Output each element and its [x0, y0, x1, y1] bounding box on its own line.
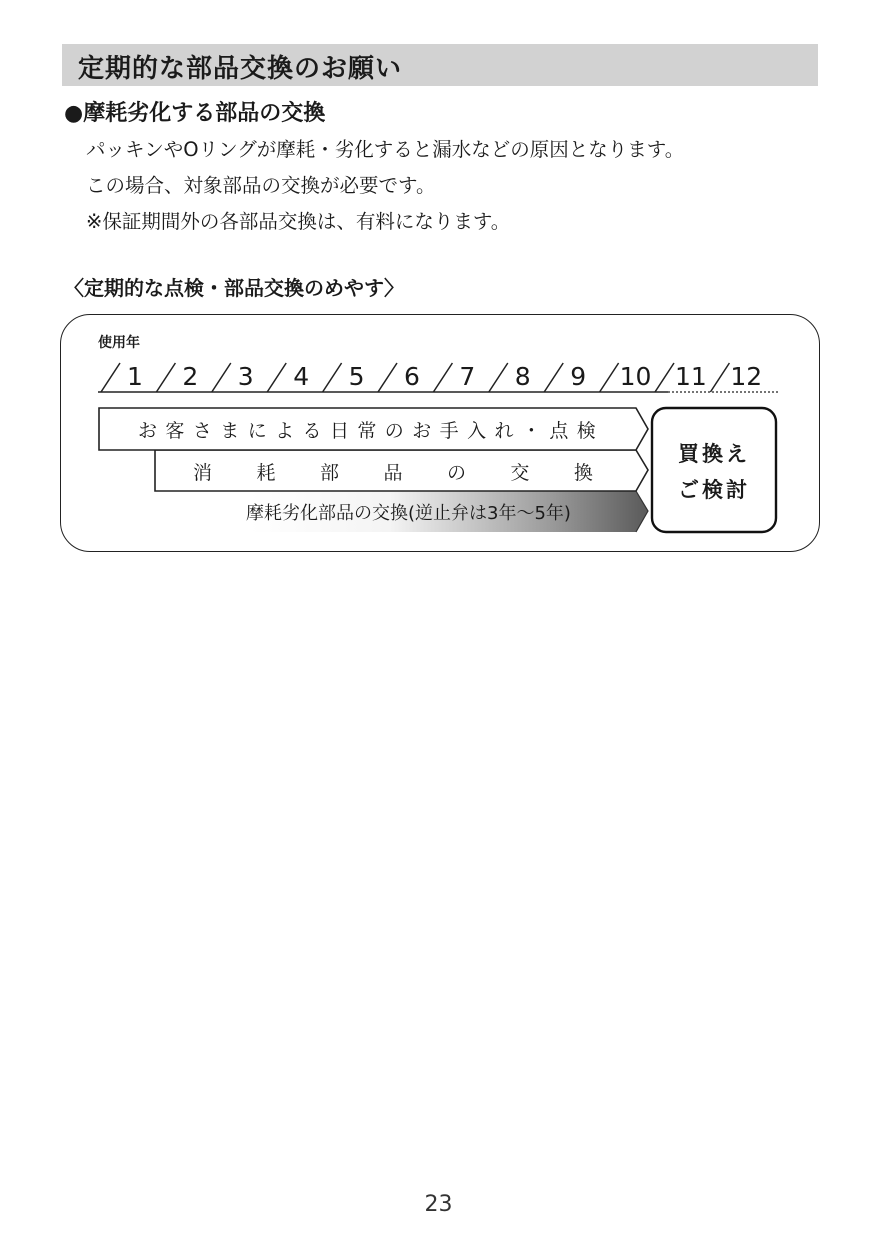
replace-box — [652, 408, 776, 532]
bar-char: 入 — [467, 420, 487, 442]
year-slash — [267, 363, 286, 392]
bar-char: 点 — [549, 420, 569, 442]
year-label: 8 — [514, 362, 531, 391]
year-label: 7 — [459, 362, 476, 391]
year-slash — [101, 363, 120, 392]
bar-char: の — [384, 420, 404, 442]
bar-char: 客 — [165, 420, 185, 442]
bar-char: ・ — [521, 420, 541, 442]
year-slash — [156, 363, 175, 392]
year-slash — [433, 363, 452, 392]
bar-char: さ — [192, 420, 212, 442]
year-label: 12 — [730, 362, 763, 391]
bar-char: 常 — [357, 420, 377, 442]
year-label: 11 — [675, 362, 707, 391]
body-line-2: この場合、対象部品の交換が必要です。 — [86, 174, 436, 197]
bar-char: 部 — [319, 462, 339, 484]
year-slash — [600, 363, 619, 392]
year-label: 4 — [293, 362, 310, 391]
year-label: 2 — [182, 362, 199, 391]
year-label: 3 — [237, 362, 254, 391]
bar-char: 交 — [510, 462, 530, 484]
bar-char: 消 — [193, 462, 213, 484]
bar-consumables-label — [193, 458, 593, 485]
bar-char: お — [412, 420, 432, 442]
bar-char: 換 — [573, 462, 593, 484]
bar-char: 手 — [439, 420, 459, 442]
year-label: 5 — [348, 362, 365, 391]
bar-char: お — [138, 420, 158, 442]
year-slash — [323, 363, 342, 392]
year-label: 6 — [404, 362, 420, 391]
year-label: 10 — [619, 362, 652, 391]
bar-char: 品 — [383, 462, 403, 484]
year-label: 9 — [570, 362, 587, 391]
bar-char: よ — [275, 420, 295, 442]
body-line-1: パッキンやOリングが摩耗・劣化すると漏水などの原因となります。 — [86, 138, 685, 161]
bar-char: る — [302, 420, 322, 442]
bar-char: 日 — [329, 420, 349, 442]
usage-years-label: 使用年 — [98, 335, 140, 351]
year-slash — [544, 363, 563, 392]
bar-char: れ — [494, 420, 514, 442]
replace-text-line1: 買換え — [678, 442, 750, 466]
replace-text-line2: ご検討 — [678, 478, 750, 502]
section-heading: ●摩耗劣化する部品の交換 — [64, 101, 326, 126]
year-slash — [378, 363, 397, 392]
bar-daily-care-label — [138, 416, 596, 443]
year-slash — [212, 363, 231, 392]
bar-char: ま — [220, 420, 240, 442]
year-slash — [655, 363, 674, 392]
bar-char: に — [247, 420, 267, 442]
year-label: 1 — [127, 362, 143, 391]
page-number: 23 — [424, 1192, 453, 1217]
bar-char: の — [446, 462, 466, 484]
body-line-3: ※保証期間外の各部品交換は、有料になります。 — [86, 210, 511, 233]
bar-char: 耗 — [256, 462, 276, 484]
bar-char: 検 — [576, 420, 596, 442]
bar-wear-parts-label: 摩耗劣化部品の交換(逆止弁は3年〜5年) — [246, 503, 571, 524]
guide-heading: 〈定期的な点検・部品交換のめやす〉 — [64, 276, 404, 300]
year-slash — [489, 363, 508, 392]
year-slash — [710, 363, 729, 392]
page-title: 定期的な部品交換のお願い — [78, 54, 403, 84]
